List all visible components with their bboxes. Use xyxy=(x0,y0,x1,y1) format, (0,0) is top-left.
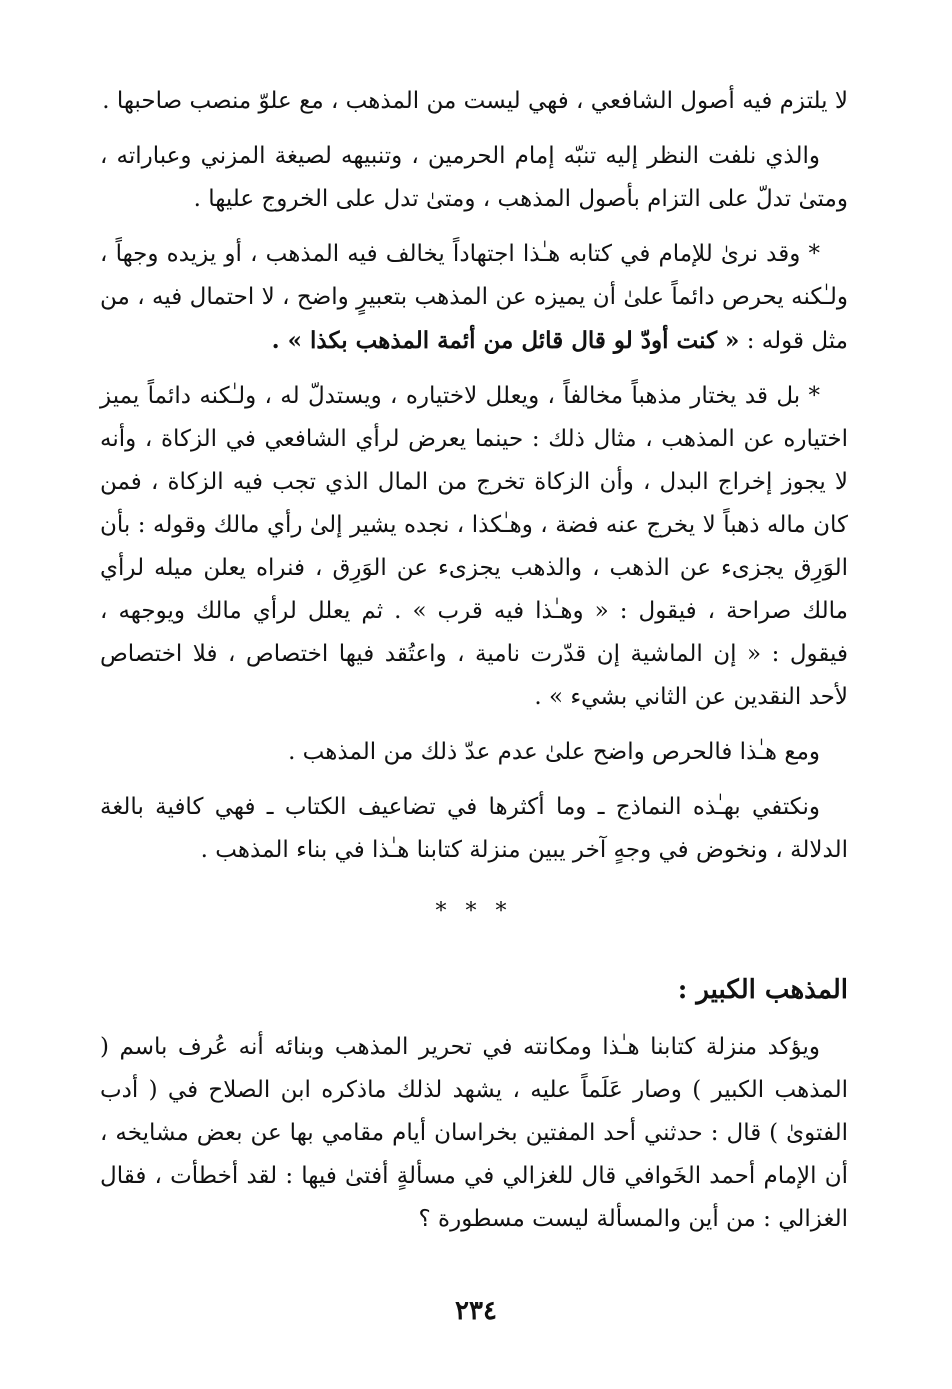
paragraph-4: * بل قد يختار مذهباً مخالفاً ، ويعلل لاختياره ، ويستدلّ له ، ولـٰكنه دائماً يميز اختياره عن المذهب ، مثال ذلك : حينما يعرض لرأي الشافعي في الزكاة ، وأنه لا يجوز إخراج البدل ، وأن الزكاة تخرج من المال الذي تجب فيه الزكاة ، فمن كان ماله ذهباً لا يخرج عنه فضة ، وهـٰكذا ، نجده يشير إلىٰ رأي مالك وقوله : بأن الوَرِق يجزىء عن الذهب ، والذهب يجزىء عن الوَرِق ، فنراه يعلن ميله لرأي مالك صراحة ، فيقول : « وهـٰذا فيه قرب » . ثم يعلل لرأي مالك ويوجهه ، فيقول : « إن الماشية إن قدّرت نامية ، واعتُقد فيها اختصاص ، فلا اختصاص لأحد النقدين عن الثاني بشيء » . xyxy=(100,383,848,710)
paragraph-3 xyxy=(100,233,848,363)
paragraph-6: ونكتفي بهـٰذه النماذج ـ وما أكثرها في تضاعيف الكتاب ـ فهي كافية بالغة الدلالة ، ونخوض في وجهٍ آخر يبين منزلة كتابنا هـٰذا في بناء المذهب . xyxy=(100,794,848,863)
paragraph-7: ويؤكد منزلة كتابنا هـٰذا ومكانته في تحرير المذهب وبنائه أنه عُرف باسم ( المذهب الكبير ) وصار عَلَماً عليه ، يشهد لذلك ماذكره ابن الصلاح في ( أدب الفتوىٰ ) قال : حدثني أحد المفتين بخراسان أيام مقامي بها عن بعض مشايخه ، أن الإمام أحمد الخَوافي قال للغزالي في مسألةٍ أفتىٰ فيها : لقد أخطأت ، فقال الغزالي : من أين والمسألة ليست مسطورة ؟ xyxy=(100,1034,848,1232)
paragraph-5: ومع هـٰذا فالحرص واضح علىٰ عدم عدّ ذلك من المذهب . xyxy=(288,739,820,765)
section-heading: المذهب الكبير : xyxy=(677,975,848,1005)
bold-quote: « كنت أودّ لو قال قائل من أئمة المذهب بكذا » . xyxy=(271,327,740,354)
page-number: ٢٣٤ xyxy=(455,1296,497,1326)
paragraph-3-text: * وقد نرىٰ للإمام في كتابه هـٰذا اجتهاداً يخالف فيه المذهب ، أو يزيده وجهاً ، ولـٰكنه يحرص دائماً علىٰ أن يميزه عن المذهب بتعبيرٍ واضح ، لا احتمال فيه ، من مثل قوله : xyxy=(100,241,848,354)
paragraph-1: لا يلتزم فيه أصول الشافعي ، فهي ليست من المذهب ، مع علوّ منصب صاحبها . xyxy=(102,88,848,114)
page-body xyxy=(100,80,848,1253)
section-divider: * * * xyxy=(435,899,513,924)
paragraph-2: والذي نلفت النظر إليه تنبّه إمام الحرمين ، وتنبيهه لصيغة المزني وعباراته ، ومتىٰ تدلّ على التزام بأصول المذهب ، ومتىٰ تدل على الخروج عليها . xyxy=(100,143,848,212)
